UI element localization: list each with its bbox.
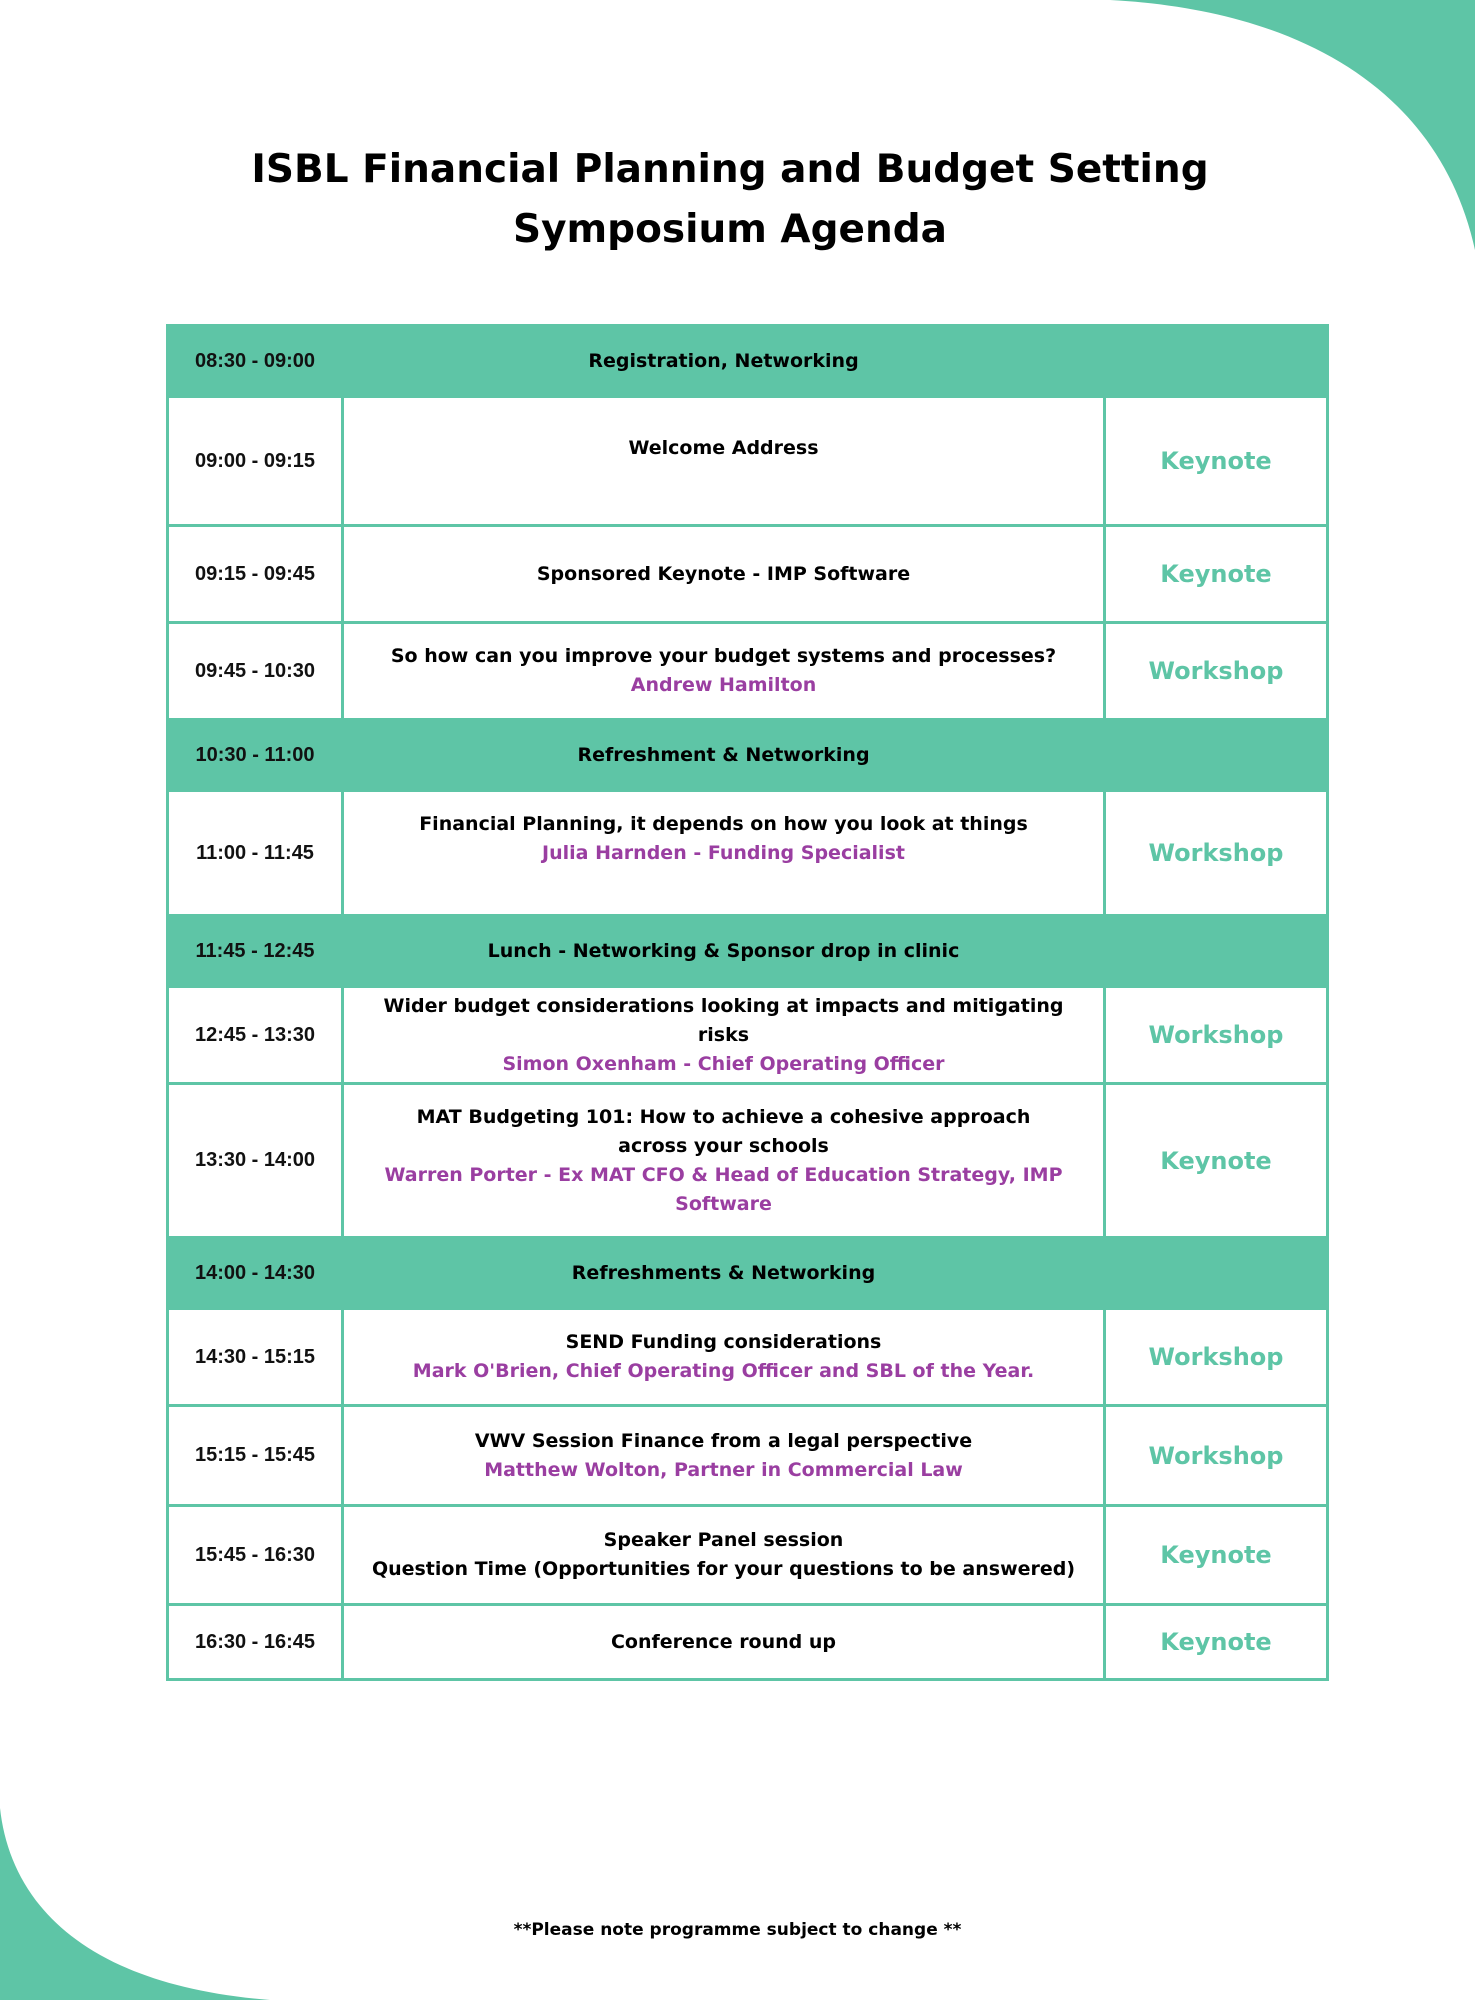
session-title: VWV Session Finance from a legal perspective xyxy=(474,1429,973,1452)
session-type-badge: Workshop xyxy=(1105,791,1328,916)
session-type-badge: Workshop xyxy=(1105,1309,1328,1406)
session-type-badge: Workshop xyxy=(1105,623,1328,720)
agenda-row xyxy=(168,1506,1328,1605)
agenda-session xyxy=(343,397,1105,526)
session-title: Speaker Panel session xyxy=(603,1529,844,1551)
agenda-time: 11:45 - 12:45 xyxy=(168,916,343,987)
session-type-badge: Keynote xyxy=(1105,397,1328,526)
session-title: Registration, Networking xyxy=(588,349,859,372)
agenda-time: 15:45 - 16:30 xyxy=(168,1506,343,1605)
agenda-time: 09:45 - 10:30 xyxy=(168,623,343,720)
session-title: Sponsored Keynote - IMP Software xyxy=(536,562,911,585)
agenda-row-break xyxy=(168,720,1328,791)
agenda-session xyxy=(343,1084,1105,1238)
session-title: Refreshment & Networking xyxy=(577,743,870,766)
agenda-row xyxy=(168,1406,1328,1506)
bottom-left-curve xyxy=(0,1808,270,2000)
session-title: Wider budget considerations looking at impacts and mitigating risks xyxy=(383,994,1064,1046)
agenda-session xyxy=(343,720,1328,791)
agenda-table xyxy=(166,324,1329,1681)
session-speaker: Julia Harnden - Funding Specialist xyxy=(542,842,905,864)
session-title: Welcome Address xyxy=(628,437,819,459)
session-subtitle: Question Time (Opportunities for your questions to be answered) xyxy=(371,1558,1076,1580)
session-speaker: Mark O'Brien, Chief Operating Officer and SBL of the Year. xyxy=(412,1360,1035,1382)
agenda-time: 13:30 - 14:00 xyxy=(168,1084,343,1238)
session-type-badge: Workshop xyxy=(1105,987,1328,1084)
agenda-row-break xyxy=(168,1238,1328,1309)
agenda-session xyxy=(343,623,1105,720)
session-title: MAT Budgeting 101: How to achieve a cohesive approach across your schools xyxy=(416,1105,1031,1157)
agenda-session xyxy=(343,987,1105,1084)
agenda-row xyxy=(168,526,1328,623)
session-speaker: Matthew Wolton, Partner in Commercial Law xyxy=(484,1458,963,1481)
agenda-row xyxy=(168,1605,1328,1680)
agenda-row xyxy=(168,1084,1328,1238)
session-type-badge: Keynote xyxy=(1105,1605,1328,1680)
agenda-time: 15:15 - 15:45 xyxy=(168,1406,343,1506)
agenda-time: 09:15 - 09:45 xyxy=(168,526,343,623)
agenda-session xyxy=(343,791,1105,916)
footnote: **Please note programme subject to change ** xyxy=(513,1920,962,1940)
session-speaker: Warren Porter - Ex MAT CFO & Head of Education Strategy, IMP Software xyxy=(384,1163,1063,1215)
agenda-time: 14:00 - 14:30 xyxy=(168,1238,343,1309)
session-type-badge: Workshop xyxy=(1105,1406,1328,1506)
session-title: Financial Planning, it depends on how you look at things xyxy=(419,813,1028,835)
agenda-row xyxy=(168,791,1328,916)
agenda-session xyxy=(343,1309,1105,1406)
page-title-line-2: Symposium Agenda xyxy=(513,207,947,252)
session-title: Lunch - Networking & Sponsor drop in clinic xyxy=(487,939,960,962)
agenda-session xyxy=(343,1406,1105,1506)
agenda-session xyxy=(343,526,1105,623)
session-speaker: Andrew Hamilton xyxy=(630,674,817,696)
session-type-badge: Keynote xyxy=(1105,1506,1328,1605)
agenda-time: 14:30 - 15:15 xyxy=(168,1309,343,1406)
agenda-session xyxy=(343,1238,1328,1309)
agenda-session xyxy=(343,1506,1105,1605)
session-speaker: Simon Oxenham - Chief Operating Officer xyxy=(502,1052,945,1075)
session-title: Refreshments & Networking xyxy=(571,1261,876,1284)
agenda-row-break xyxy=(168,326,1328,397)
page-title-line-1: ISBL Financial Planning and Budget Setting xyxy=(251,147,1209,192)
agenda-row-break xyxy=(168,916,1328,987)
session-title: Conference round up xyxy=(610,1630,837,1653)
session-title: SEND Funding considerations xyxy=(565,1331,882,1353)
session-type-badge: Keynote xyxy=(1105,526,1328,623)
agenda-row xyxy=(168,397,1328,526)
session-type-badge: Keynote xyxy=(1105,1084,1328,1238)
agenda-row xyxy=(168,623,1328,720)
agenda-time: 10:30 - 11:00 xyxy=(168,720,343,791)
session-title: So how can you improve your budget systems and processes? xyxy=(390,645,1057,667)
agenda-row xyxy=(168,1309,1328,1406)
agenda-time: 08:30 - 09:00 xyxy=(168,326,343,397)
agenda-time: 11:00 - 11:45 xyxy=(168,791,343,916)
page-title xyxy=(0,140,1460,260)
agenda-session xyxy=(343,1605,1105,1680)
agenda-time: 12:45 - 13:30 xyxy=(168,987,343,1084)
agenda-session xyxy=(343,916,1328,987)
agenda-time: 09:00 - 09:15 xyxy=(168,397,343,526)
agenda-session xyxy=(343,326,1328,397)
agenda-time: 16:30 - 16:45 xyxy=(168,1605,343,1680)
agenda-row xyxy=(168,987,1328,1084)
